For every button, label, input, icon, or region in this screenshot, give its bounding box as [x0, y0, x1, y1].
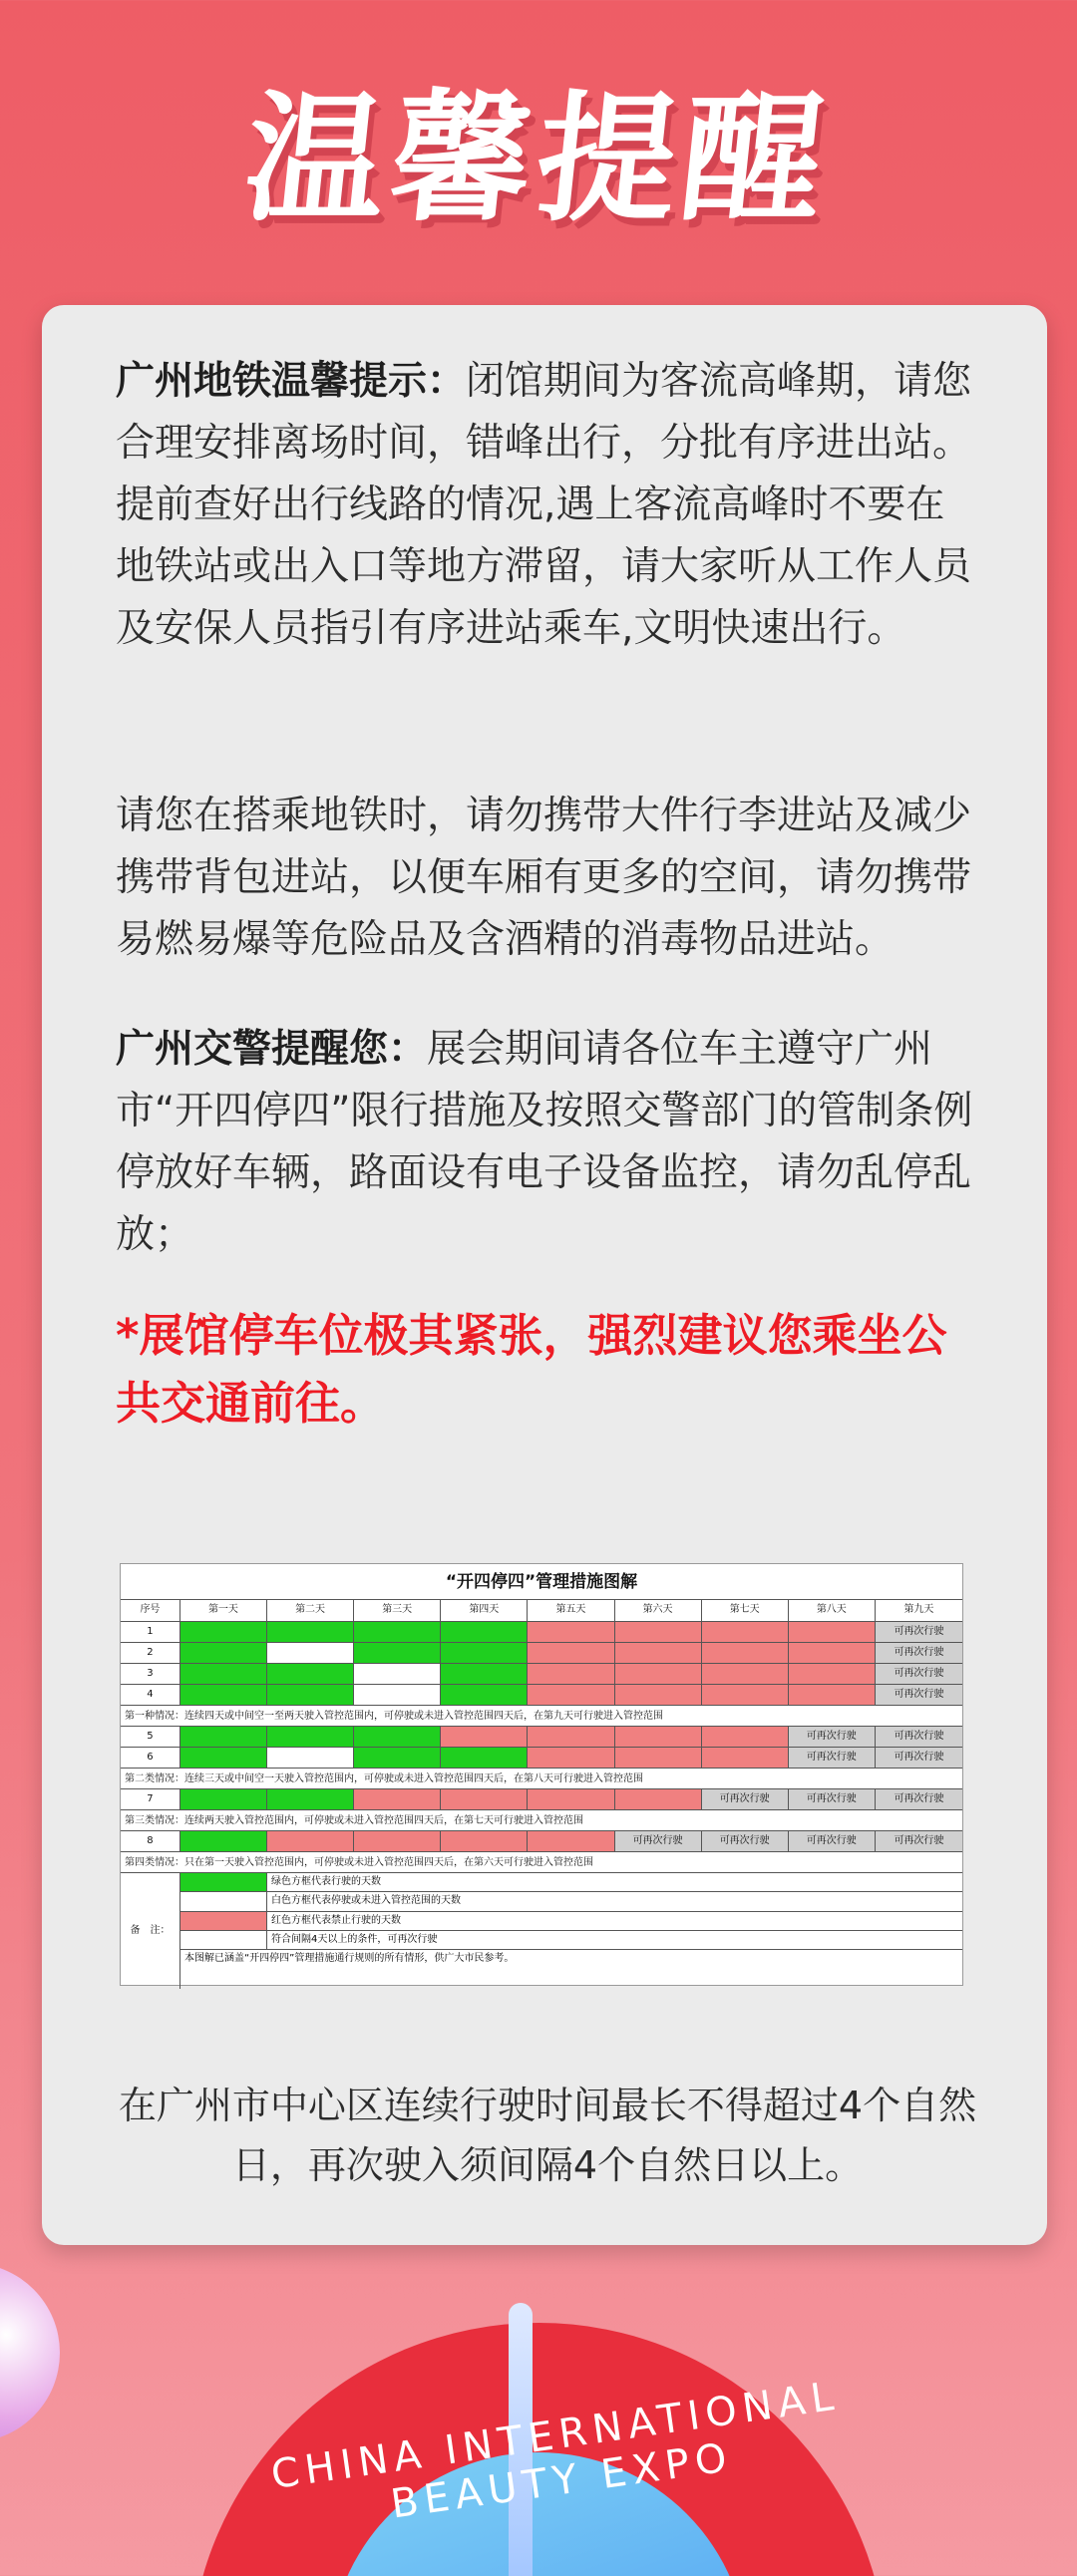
day-cell — [441, 1789, 528, 1809]
day-cell — [267, 1831, 354, 1851]
table-note: 第三类情况：连续两天驶入管控范围内，可停驶或未进入管控范围四天后，在第七天可行驶进入管控范围 — [121, 1810, 962, 1831]
day-cell — [267, 1643, 354, 1663]
day-cell — [354, 1664, 441, 1684]
day-cell — [789, 1685, 876, 1705]
day-cell: 可再次行驶 — [876, 1685, 962, 1705]
day-cell — [615, 1789, 702, 1809]
day-cell — [702, 1622, 789, 1642]
day-cell — [441, 1622, 528, 1642]
day-cell — [267, 1664, 354, 1684]
day-cell: 可再次行驶 — [789, 1727, 876, 1747]
parking-alert: *展馆停车位极其紧张，强烈建议您乘坐公共交通前往。 — [116, 1309, 947, 1430]
day-cell: 可再次行驶 — [615, 1831, 702, 1851]
day-cell — [267, 1685, 354, 1705]
day-cell — [528, 1748, 614, 1768]
table-note: 第二类情况：连续三天或中间空一天驶入管控范围内，可停驶或未进入管控范围四天后，在第八天可行驶进入管控范围 — [121, 1769, 962, 1789]
day-cell — [528, 1831, 614, 1851]
row-index-cell: 2 — [121, 1643, 180, 1663]
day-cell — [441, 1831, 528, 1851]
remark-text: 绿色方框代表行驶的天数 — [271, 1876, 381, 1887]
day-cell — [180, 1789, 267, 1809]
traffic-police-label: 广州交警提醒您： — [116, 1027, 428, 1072]
day-cell: 可再次行驶 — [876, 1643, 962, 1663]
header-cell-day: 第六天 — [615, 1600, 702, 1621]
remark-item — [180, 1950, 962, 1969]
day-cell — [180, 1643, 267, 1663]
day-cell — [615, 1643, 702, 1663]
traffic-rule-table — [120, 1563, 963, 1986]
page-title: 温馨提醒 — [237, 79, 838, 241]
table-row — [121, 1622, 962, 1643]
day-cell: 可再次行驶 — [702, 1789, 789, 1809]
day-cell — [528, 1622, 614, 1642]
day-cell — [354, 1727, 441, 1747]
remark-label: 备 注： — [121, 1873, 180, 1989]
table-row — [121, 1727, 962, 1748]
header-cell-day: 第四天 — [441, 1600, 528, 1621]
day-cell — [528, 1789, 614, 1809]
day-cell — [441, 1664, 528, 1684]
row-index-cell: 8 — [121, 1831, 180, 1851]
header-cell-day: 第三天 — [354, 1600, 441, 1621]
row-index-cell: 3 — [121, 1664, 180, 1684]
table-row — [121, 1643, 962, 1664]
day-cell — [528, 1643, 614, 1663]
day-cell — [615, 1748, 702, 1768]
day-cell — [354, 1831, 441, 1851]
day-cell: 可再次行驶 — [876, 1748, 962, 1768]
day-cell — [702, 1643, 789, 1663]
table-row — [121, 1748, 962, 1769]
day-cell — [528, 1727, 614, 1747]
remark-text: 白色方框代表停驶或未进入管控范围的天数 — [271, 1895, 461, 1907]
day-cell: 可再次行驶 — [876, 1789, 962, 1809]
remark-text: 符合间隔4天以上的条件，可再次行驶 — [271, 1933, 438, 1945]
day-cell — [702, 1748, 789, 1768]
day-cell — [789, 1643, 876, 1663]
header-cell-day: 第一天 — [180, 1600, 267, 1621]
day-cell — [180, 1727, 267, 1747]
day-cell: 可再次行驶 — [876, 1622, 962, 1642]
day-cell — [354, 1643, 441, 1663]
remark-item — [180, 1873, 962, 1892]
day-cell — [615, 1727, 702, 1747]
day-cell — [180, 1622, 267, 1642]
table-row — [121, 1685, 962, 1706]
table-note: 第四类情况：只在第一天驶入管控范围内，可停驶或未进入管控范围四天后，在第六天可行驶进入管控范围 — [121, 1852, 962, 1873]
day-cell — [441, 1748, 528, 1768]
remark-item — [180, 1931, 962, 1950]
metro-notice — [116, 351, 979, 660]
day-cell — [528, 1664, 614, 1684]
table-row — [121, 1664, 962, 1685]
table-note: 第一种情况：连续四天或中间空一至两天驶入管控范围内，可停驶或未进入管控范围四天后，在第九天可行驶进入管控范围 — [121, 1706, 962, 1727]
day-cell — [528, 1685, 614, 1705]
row-index-cell: 5 — [121, 1727, 180, 1747]
remark-item — [180, 1892, 962, 1911]
day-cell — [702, 1685, 789, 1705]
row-index-cell: 6 — [121, 1748, 180, 1768]
day-cell — [789, 1622, 876, 1642]
table-remark — [121, 1873, 962, 1989]
day-cell: 可再次行驶 — [789, 1748, 876, 1768]
day-cell: 可再次行驶 — [876, 1664, 962, 1684]
row-index-cell: 1 — [121, 1622, 180, 1642]
day-cell — [267, 1748, 354, 1768]
day-cell — [615, 1622, 702, 1642]
day-cell — [267, 1622, 354, 1642]
day-cell — [354, 1748, 441, 1768]
header-cell-day: 第二天 — [267, 1600, 354, 1621]
table-body — [121, 1622, 962, 1989]
day-cell: 可再次行驶 — [789, 1789, 876, 1809]
day-cell — [441, 1727, 528, 1747]
day-cell: 可再次行驶 — [876, 1727, 962, 1747]
day-cell — [441, 1685, 528, 1705]
header-cell-day: 第五天 — [528, 1600, 614, 1621]
table-row — [121, 1831, 962, 1852]
metro-luggage-notice: 请您在搭乘地铁时，请勿携带大件行李进站及减少携带背包进站，以便车厢有更多的空间，请勿携带易燃易爆等危险品及含酒精的消毒物品进站。 — [116, 794, 972, 962]
row-index-cell: 7 — [121, 1789, 180, 1809]
day-cell — [615, 1685, 702, 1705]
remark-text: 红色方框代表禁止行驶的天数 — [271, 1914, 401, 1926]
legend-swatch — [180, 1912, 267, 1930]
day-cell — [180, 1748, 267, 1768]
day-cell — [267, 1789, 354, 1809]
day-cell — [180, 1831, 267, 1851]
day-cell — [615, 1664, 702, 1684]
day-cell — [354, 1622, 441, 1642]
day-cell — [789, 1664, 876, 1684]
metro-notice-text: 闭馆期间为客流高峰期，请您合理安排离场时间，错峰出行，分批有序进出站。提前查好出行线路的情况,遇上客流高峰时不要在地铁站或出入口等地方滞留，请大家听从工作人员及安保人员指引有序进站乘车,文明快速出行。 — [116, 359, 972, 651]
day-cell — [441, 1643, 528, 1663]
table-title: “开四停四”管理措施图解 — [121, 1564, 962, 1600]
notice-card — [42, 305, 1047, 2245]
day-cell — [354, 1789, 441, 1809]
remark-text: 本图解已涵盖“开四停四”管理措施通行规则的所有情形，供广大市民参考。 — [184, 1953, 515, 1965]
decorative-orb — [0, 2263, 60, 2442]
day-cell: 可再次行驶 — [702, 1831, 789, 1851]
legend-swatch — [180, 1892, 267, 1910]
table-row — [121, 1789, 962, 1810]
header-cell-day: 第七天 — [702, 1600, 789, 1621]
driving-limit-note: 在广州市中心区连续行驶时间最长不得超过4个自然日，再次驶入须间隔4个自然日以上。 — [118, 2084, 977, 2187]
day-cell — [267, 1727, 354, 1747]
metro-notice-label: 广州地铁温馨提示： — [116, 359, 467, 404]
day-cell — [702, 1727, 789, 1747]
day-cell: 可再次行驶 — [789, 1831, 876, 1851]
header-cell-day: 第八天 — [789, 1600, 876, 1621]
legend-swatch — [180, 1873, 267, 1891]
row-index-cell: 4 — [121, 1685, 180, 1705]
day-cell — [180, 1664, 267, 1684]
traffic-police-notice — [116, 1019, 979, 1266]
day-cell: 可再次行驶 — [876, 1831, 962, 1851]
legend-swatch — [180, 1931, 267, 1949]
header-cell-index: 序号 — [121, 1600, 180, 1621]
header-cell-day: 第九天 — [903, 1604, 934, 1615]
day-cell — [180, 1685, 267, 1705]
table-header-row — [121, 1600, 962, 1622]
remark-item — [180, 1912, 962, 1931]
day-cell — [354, 1685, 441, 1705]
traffic-police-text: 展会期间请各位车主遵守广州市“开四停四”限行措施及按照交警部门的管制条例停放好车辆，路面设有电子设备监控，请勿乱停乱放； — [116, 1027, 973, 1257]
expo-ring-text: CHINA INTERNATIONAL BEAUTY EXPO — [268, 2373, 843, 2528]
day-cell — [702, 1664, 789, 1684]
